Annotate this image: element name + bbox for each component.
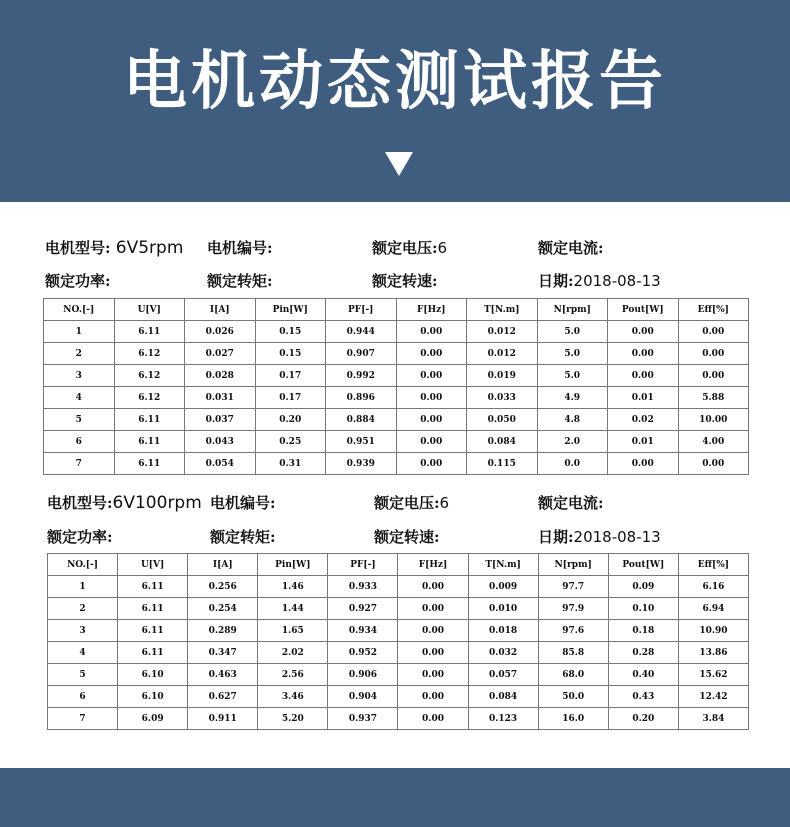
- table-cell: 0.347: [188, 642, 258, 664]
- test-data-table-1: [43, 298, 749, 475]
- table-row: [48, 620, 749, 642]
- table-cell: 0.937: [328, 708, 398, 730]
- table-row: [48, 576, 749, 598]
- table-cell: 0.00: [608, 453, 679, 475]
- page-title: 电机动态测试报告: [123, 45, 667, 119]
- table-row: [48, 708, 749, 730]
- table-cell: 0.934: [328, 620, 398, 642]
- table-cell: 5.0: [537, 365, 608, 387]
- table-cell: 0.18: [608, 620, 678, 642]
- table-cell: 0.115: [467, 453, 538, 475]
- table-cell: 0.20: [255, 409, 326, 431]
- table-cell: 0.0: [537, 453, 608, 475]
- table-row: [44, 431, 749, 453]
- table-cell: 0.00: [678, 365, 749, 387]
- table-cell: 0.20: [608, 708, 678, 730]
- report-2-meta-row-2: [0, 525, 790, 551]
- table-cell: 0.904: [328, 686, 398, 708]
- table-cell: 0.009: [468, 576, 538, 598]
- table-cell: 6.11: [118, 620, 188, 642]
- header-banner: [0, 0, 790, 202]
- column-header: I[A]: [185, 299, 256, 321]
- down-arrow-icon: [385, 152, 413, 176]
- column-header: T[N.m]: [467, 299, 538, 321]
- table-cell: 5.88: [678, 387, 749, 409]
- rated-speed-field: 额定转速:: [374, 528, 440, 546]
- table-cell: 0.032: [468, 642, 538, 664]
- table-cell: 0.00: [678, 343, 749, 365]
- table-cell: 0.012: [467, 321, 538, 343]
- table-cell: 4.00: [678, 431, 749, 453]
- rated-power-field: 额定功率:: [47, 528, 113, 546]
- table-cell: 0.00: [678, 321, 749, 343]
- table-row: [48, 686, 749, 708]
- motor-model-field: 电机型号: 6V5rpm: [45, 238, 184, 258]
- table-cell: 5: [48, 664, 118, 686]
- table-cell: 1: [48, 576, 118, 598]
- table-cell: 0.00: [396, 387, 467, 409]
- table-cell: 7: [44, 453, 115, 475]
- table-cell: 0.00: [396, 321, 467, 343]
- table-cell: 0.037: [185, 409, 256, 431]
- table-row: [44, 321, 749, 343]
- table-cell: 6: [48, 686, 118, 708]
- table-cell: 2.56: [258, 664, 328, 686]
- table-cell: 0.019: [467, 365, 538, 387]
- table-cell: 0.28: [608, 642, 678, 664]
- table-cell: 0.17: [255, 387, 326, 409]
- table-cell: 0.084: [467, 431, 538, 453]
- table-row: [44, 343, 749, 365]
- table-cell: 0.951: [326, 431, 397, 453]
- rated-voltage-field: 额定电压:6: [374, 494, 450, 512]
- table-cell: 3.46: [258, 686, 328, 708]
- table-cell: 6.11: [118, 598, 188, 620]
- table-cell: 0.057: [468, 664, 538, 686]
- table-cell: 0.254: [188, 598, 258, 620]
- table-cell: 12.42: [678, 686, 748, 708]
- table-cell: 6.09: [118, 708, 188, 730]
- test-data-table-2: [47, 553, 749, 730]
- table-cell: 0.00: [396, 343, 467, 365]
- column-header: PF[-]: [328, 554, 398, 576]
- table-cell: 0.033: [467, 387, 538, 409]
- date-value: 2018-08-13: [573, 272, 661, 290]
- table-cell: 0.15: [255, 321, 326, 343]
- table-cell: 0.028: [185, 365, 256, 387]
- table-cell: 0.00: [396, 431, 467, 453]
- footer-banner: [0, 768, 790, 827]
- report-1-meta-row-2: [0, 269, 790, 295]
- motor-model-value: 6V100rpm: [112, 493, 202, 513]
- table-cell: 0.43: [608, 686, 678, 708]
- rated-current-field: 额定电流:: [538, 494, 604, 512]
- table-cell: 0.00: [398, 708, 468, 730]
- table-cell: 6.94: [678, 598, 748, 620]
- table-cell: 0.00: [398, 620, 468, 642]
- column-header: U[V]: [114, 299, 185, 321]
- table-header-row: [44, 299, 749, 321]
- rated-power-field: 额定功率:: [45, 272, 111, 290]
- rated-speed-field: 额定转速:: [372, 272, 438, 290]
- table-cell: 2: [44, 343, 115, 365]
- table-cell: 0.00: [398, 686, 468, 708]
- motor-model-field: 电机型号:6V100rpm: [47, 493, 202, 513]
- table-cell: 1: [44, 321, 115, 343]
- table-cell: 0.463: [188, 664, 258, 686]
- column-header: Eff[%]: [678, 299, 749, 321]
- table-cell: 5.0: [537, 321, 608, 343]
- table-cell: 97.7: [538, 576, 608, 598]
- motor-serial-field: 电机编号:: [210, 494, 276, 512]
- table-cell: 0.10: [608, 598, 678, 620]
- table-cell: 0.00: [398, 576, 468, 598]
- table-cell: 6.11: [114, 321, 185, 343]
- table-header-row: [48, 554, 749, 576]
- table-row: [44, 409, 749, 431]
- rated-voltage-field: 额定电压:6: [372, 239, 448, 257]
- table-cell: 5: [44, 409, 115, 431]
- table-cell: 50.0: [538, 686, 608, 708]
- rated-voltage-value: 6: [437, 239, 448, 257]
- table-cell: 2: [48, 598, 118, 620]
- table-cell: 2.0: [537, 431, 608, 453]
- table-cell: 1.65: [258, 620, 328, 642]
- table-cell: 0.00: [678, 453, 749, 475]
- table-cell: 6.10: [118, 686, 188, 708]
- table-cell: 0.896: [326, 387, 397, 409]
- table-cell: 3: [48, 620, 118, 642]
- table-cell: 0.17: [255, 365, 326, 387]
- table-cell: 97.9: [538, 598, 608, 620]
- table-cell: 0.00: [396, 409, 467, 431]
- table-cell: 0.050: [467, 409, 538, 431]
- table-cell: 0.256: [188, 576, 258, 598]
- motor-serial-field: 电机编号:: [207, 239, 273, 257]
- date-field: 日期:2018-08-13: [538, 272, 661, 290]
- table-cell: 6: [44, 431, 115, 453]
- table-cell: 10.00: [678, 409, 749, 431]
- column-header: Pout[W]: [608, 299, 679, 321]
- table-cell: 6.11: [114, 431, 185, 453]
- table-cell: 0.09: [608, 576, 678, 598]
- table-cell: 16.0: [538, 708, 608, 730]
- table-cell: 0.01: [608, 431, 679, 453]
- table-cell: 0.084: [468, 686, 538, 708]
- table-cell: 4: [48, 642, 118, 664]
- column-header: Pin[W]: [255, 299, 326, 321]
- table-cell: 0.31: [255, 453, 326, 475]
- table-cell: 6.12: [114, 365, 185, 387]
- column-header: T[N.m]: [468, 554, 538, 576]
- table-cell: 6.11: [118, 576, 188, 598]
- rated-current-field: 额定电流:: [538, 239, 604, 257]
- rated-voltage-value: 6: [439, 494, 450, 512]
- table-cell: 0.906: [328, 664, 398, 686]
- table-row: [48, 664, 749, 686]
- table-cell: 6.12: [114, 343, 185, 365]
- table-row: [48, 598, 749, 620]
- table-cell: 13.86: [678, 642, 748, 664]
- column-header: N[rpm]: [538, 554, 608, 576]
- table-cell: 0.123: [468, 708, 538, 730]
- report-1-meta-row-1: [0, 236, 790, 262]
- table-cell: 0.01: [608, 387, 679, 409]
- table-cell: 6.12: [114, 387, 185, 409]
- table-cell: 7: [48, 708, 118, 730]
- table-cell: 0.00: [398, 642, 468, 664]
- table-cell: 0.627: [188, 686, 258, 708]
- table-cell: 6.11: [118, 642, 188, 664]
- column-header: F[Hz]: [396, 299, 467, 321]
- table-cell: 97.6: [538, 620, 608, 642]
- column-header: Pout[W]: [608, 554, 678, 576]
- table-cell: 0.884: [326, 409, 397, 431]
- table-cell: 6.11: [114, 409, 185, 431]
- table-cell: 0.939: [326, 453, 397, 475]
- table-cell: 0.00: [396, 453, 467, 475]
- table-cell: 0.00: [608, 343, 679, 365]
- table-cell: 3.84: [678, 708, 748, 730]
- table-row: [48, 642, 749, 664]
- table-cell: 0.911: [188, 708, 258, 730]
- table-row: [44, 453, 749, 475]
- table-cell: 0.992: [326, 365, 397, 387]
- table-cell: 2.02: [258, 642, 328, 664]
- column-header: I[A]: [188, 554, 258, 576]
- table-cell: 0.00: [608, 365, 679, 387]
- table-cell: 0.40: [608, 664, 678, 686]
- column-header: PF[-]: [326, 299, 397, 321]
- table-cell: 6.11: [114, 453, 185, 475]
- table-cell: 0.00: [608, 321, 679, 343]
- table-cell: 1.44: [258, 598, 328, 620]
- report-2-meta-row-1: [0, 491, 790, 517]
- table-cell: 0.02: [608, 409, 679, 431]
- column-header: U[V]: [118, 554, 188, 576]
- table-cell: 0.944: [326, 321, 397, 343]
- table-cell: 0.927: [328, 598, 398, 620]
- column-header: NO.[-]: [48, 554, 118, 576]
- table-cell: 0.933: [328, 576, 398, 598]
- table-cell: 0.15: [255, 343, 326, 365]
- table-row: [44, 387, 749, 409]
- table-row: [44, 365, 749, 387]
- table-cell: 0.907: [326, 343, 397, 365]
- table-cell: 4.9: [537, 387, 608, 409]
- table-cell: 0.012: [467, 343, 538, 365]
- table-cell: 68.0: [538, 664, 608, 686]
- table-cell: 0.054: [185, 453, 256, 475]
- table-cell: 5.0: [537, 343, 608, 365]
- table-cell: 0.010: [468, 598, 538, 620]
- table-cell: 0.00: [398, 664, 468, 686]
- column-header: Eff[%]: [678, 554, 748, 576]
- table-cell: 0.043: [185, 431, 256, 453]
- table-cell: 15.62: [678, 664, 748, 686]
- date-field: 日期:2018-08-13: [538, 528, 661, 546]
- table-cell: 10.90: [678, 620, 748, 642]
- table-cell: 6.16: [678, 576, 748, 598]
- table-cell: 4.8: [537, 409, 608, 431]
- table-cell: 5.20: [258, 708, 328, 730]
- rated-torque-field: 额定转矩:: [210, 528, 276, 546]
- table-cell: 3: [44, 365, 115, 387]
- column-header: F[Hz]: [398, 554, 468, 576]
- table-cell: 0.026: [185, 321, 256, 343]
- table-cell: 1.46: [258, 576, 328, 598]
- table-cell: 4: [44, 387, 115, 409]
- table-cell: 0.00: [396, 365, 467, 387]
- rated-torque-field: 额定转矩:: [207, 272, 273, 290]
- column-header: Pin[W]: [258, 554, 328, 576]
- table-cell: 6.10: [118, 664, 188, 686]
- table-cell: 0.25: [255, 431, 326, 453]
- motor-model-value: 6V5rpm: [115, 238, 184, 258]
- column-header: N[rpm]: [537, 299, 608, 321]
- column-header: NO.[-]: [44, 299, 115, 321]
- table-cell: 0.952: [328, 642, 398, 664]
- table-cell: 0.031: [185, 387, 256, 409]
- table-cell: 0.00: [398, 598, 468, 620]
- table-cell: 0.027: [185, 343, 256, 365]
- table-cell: 85.8: [538, 642, 608, 664]
- date-value: 2018-08-13: [573, 528, 661, 546]
- table-cell: 0.289: [188, 620, 258, 642]
- table-cell: 0.018: [468, 620, 538, 642]
